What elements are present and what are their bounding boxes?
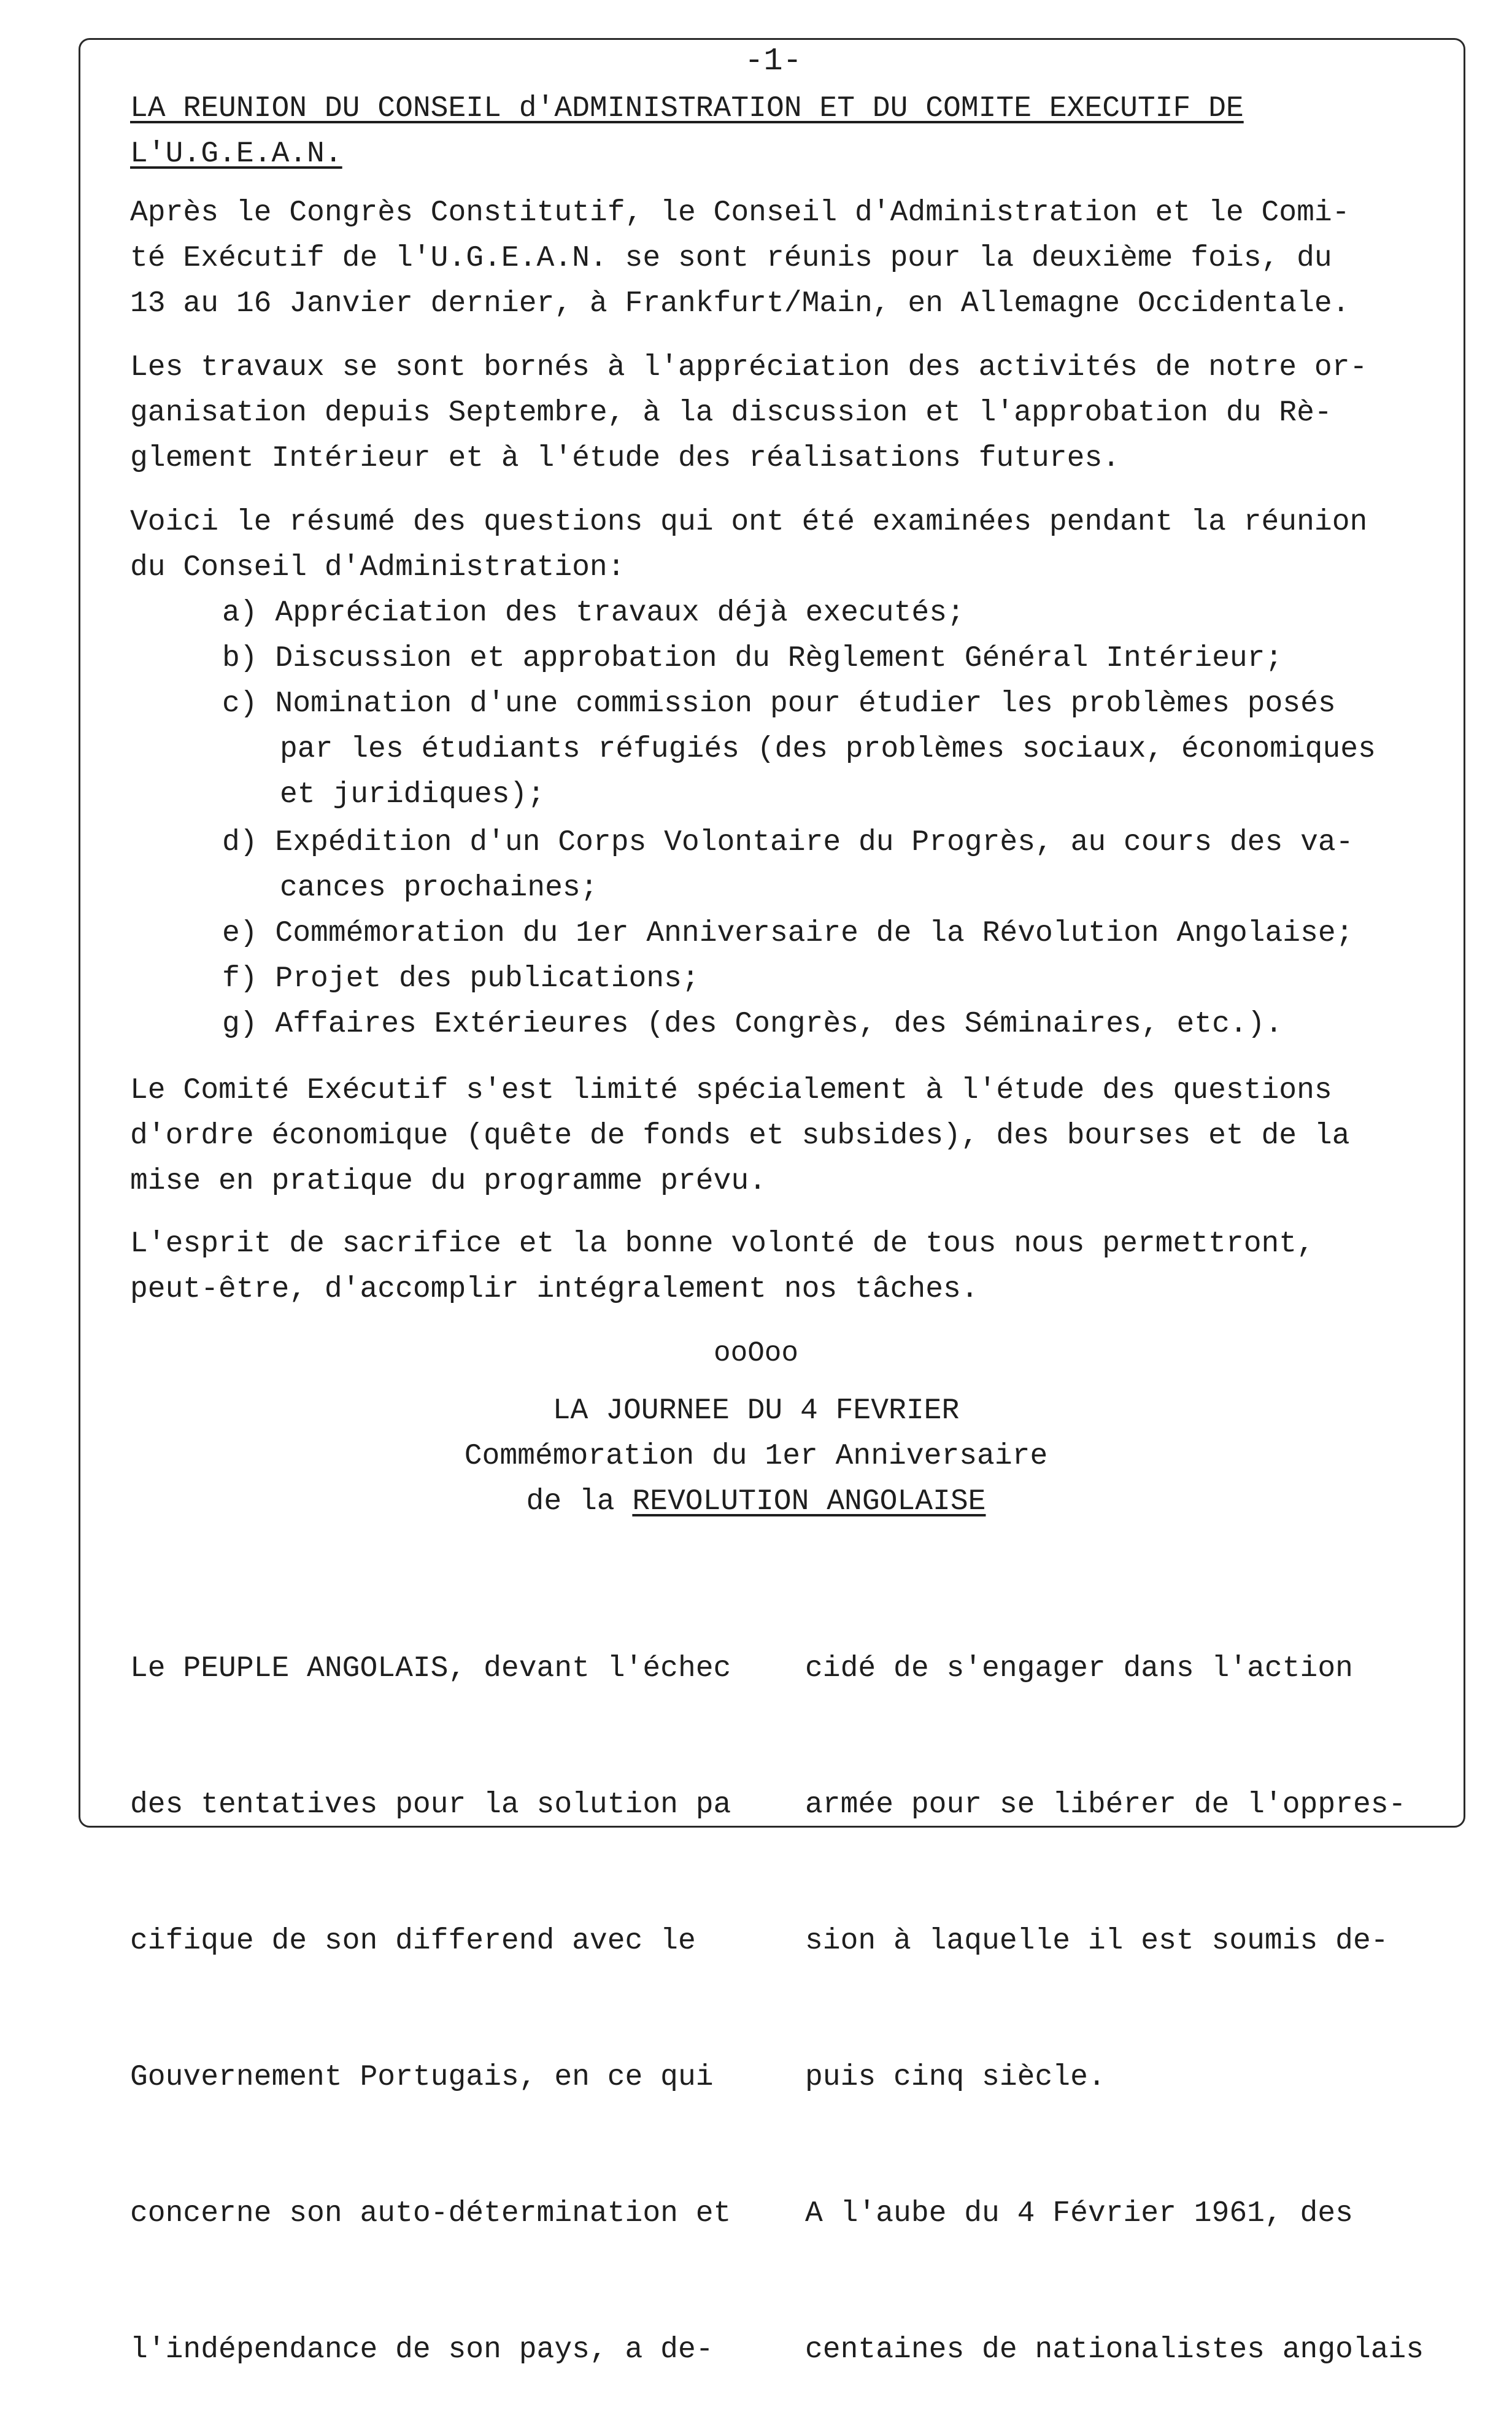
right-column-line-3: sion à laquelle il est soumis de-	[805, 1925, 1389, 1958]
paragraph-5-line-1: L'esprit de sacrifice et la bonne volonté de tous nous permettront,	[130, 1227, 1314, 1261]
paragraph-3-line-2: du Conseil d'Administration:	[130, 551, 625, 584]
left-column-line-3: cifique de son differend avec le	[130, 1925, 696, 1958]
heading-underlined: REVOLUTION ANGOLAISE	[632, 1485, 986, 1518]
article-title-line-2: L'U.G.E.A.N.	[130, 137, 342, 171]
paragraph-5-line-2: peut-être, d'accomplir intégralement nos tâches.	[130, 1273, 979, 1306]
right-column-line-6: centaines de nationalistes angolais	[805, 2333, 1424, 2366]
paragraph-2-line-2: ganisation depuis Septembre, à la discussion et l'approbation du Rè-	[130, 396, 1332, 430]
paragraph-2-line-3: glement Intérieur et à l'étude des réalisations futures.	[130, 442, 1120, 475]
paragraph-4-line-2: d'ordre économique (quête de fonds et subsides), des bourses et de la	[130, 1119, 1350, 1153]
page-number: -1-	[744, 43, 802, 79]
right-column-line-4: puis cinq siècle.	[805, 2061, 1106, 2094]
list-item-e: e) Commémoration du 1er Anniversaire de la Révolution Angolaise;	[222, 917, 1354, 950]
article-2-left-column	[130, 1555, 781, 2418]
left-column-line-6: l'indépendance de son pays, a de-	[130, 2333, 714, 2366]
paragraph-1-line-1: Après le Congrès Constitutif, le Conseil d'Administration et le Comi-	[130, 196, 1350, 230]
list-item-d-cont: cances prochaines;	[280, 871, 598, 905]
paragraph-3-line-1: Voici le résumé des questions qui ont été examinées pendant la réunion	[130, 506, 1368, 539]
list-item-c-cont-2: et juridiques);	[280, 778, 546, 811]
article-2-heading-line-1: LA JOURNEE DU 4 FEVRIER	[552, 1394, 960, 1427]
list-item-g: g) Affaires Extérieures (des Congrès, des Séminaires, etc.).	[222, 1008, 1283, 1041]
paragraph-1-line-2: té Exécutif de l'U.G.E.A.N. se sont réunis pour la deuxième fois, du	[130, 242, 1332, 275]
list-item-d: d) Expédition d'un Corps Volontaire du Progrès, au cours des va-	[222, 826, 1354, 859]
paragraph-2-line-1: Les travaux se sont bornés à l'appréciation des activités de notre or-	[130, 351, 1368, 384]
article-title-line-1: LA REUNION DU CONSEIL d'ADMINISTRATION ET DU COMITE EXECUTIF DE	[130, 92, 1244, 125]
list-item-a: a) Appréciation des travaux déjà executés;	[222, 597, 965, 630]
left-column-line-4: Gouvernement Portugais, en ce qui	[130, 2061, 714, 2094]
article-2-heading-line-3	[130, 1479, 1382, 1524]
article-2-heading-line-2: Commémoration du 1er Anniversaire	[464, 1440, 1048, 1473]
left-column-line-1: Le PEUPLE ANGOLAIS, devant l'échec	[130, 1652, 731, 1685]
list-item-f: f) Projet des publications;	[222, 962, 700, 995]
right-column-line-1: cidé de s'engager dans l'action	[805, 1652, 1353, 1685]
paragraph-1-line-3: 13 au 16 Janvier dernier, à Frankfurt/Main, en Allemagne Occidentale.	[130, 287, 1350, 320]
list-item-c: c) Nomination d'une commission pour étudier les problèmes posés	[222, 687, 1336, 720]
list-item-b: b) Discussion et approbation du Règlement Général Intérieur;	[222, 642, 1283, 675]
heading-prefix: de la	[526, 1485, 633, 1518]
right-column-line-5: A l'aube du 4 Février 1961, des	[805, 2197, 1353, 2230]
paragraph-4-line-1: Le Comité Exécutif s'est limité spécialement à l'étude des questions	[130, 1074, 1332, 1107]
left-column-line-2: des tentatives pour la solution pa	[130, 1788, 731, 1821]
article-2-right-column	[805, 1555, 1456, 2418]
left-column-line-5: concerne son auto-détermination et	[130, 2197, 731, 2230]
right-column-line-2: armée pour se libérer de l'oppres-	[805, 1788, 1406, 1821]
paragraph-4-line-3: mise en pratique du programme prévu.	[130, 1165, 766, 1198]
list-item-c-cont-1: par les étudiants réfugiés (des problèmes sociaux, économiques	[280, 733, 1376, 766]
section-divider: ooOoo	[713, 1337, 799, 1369]
